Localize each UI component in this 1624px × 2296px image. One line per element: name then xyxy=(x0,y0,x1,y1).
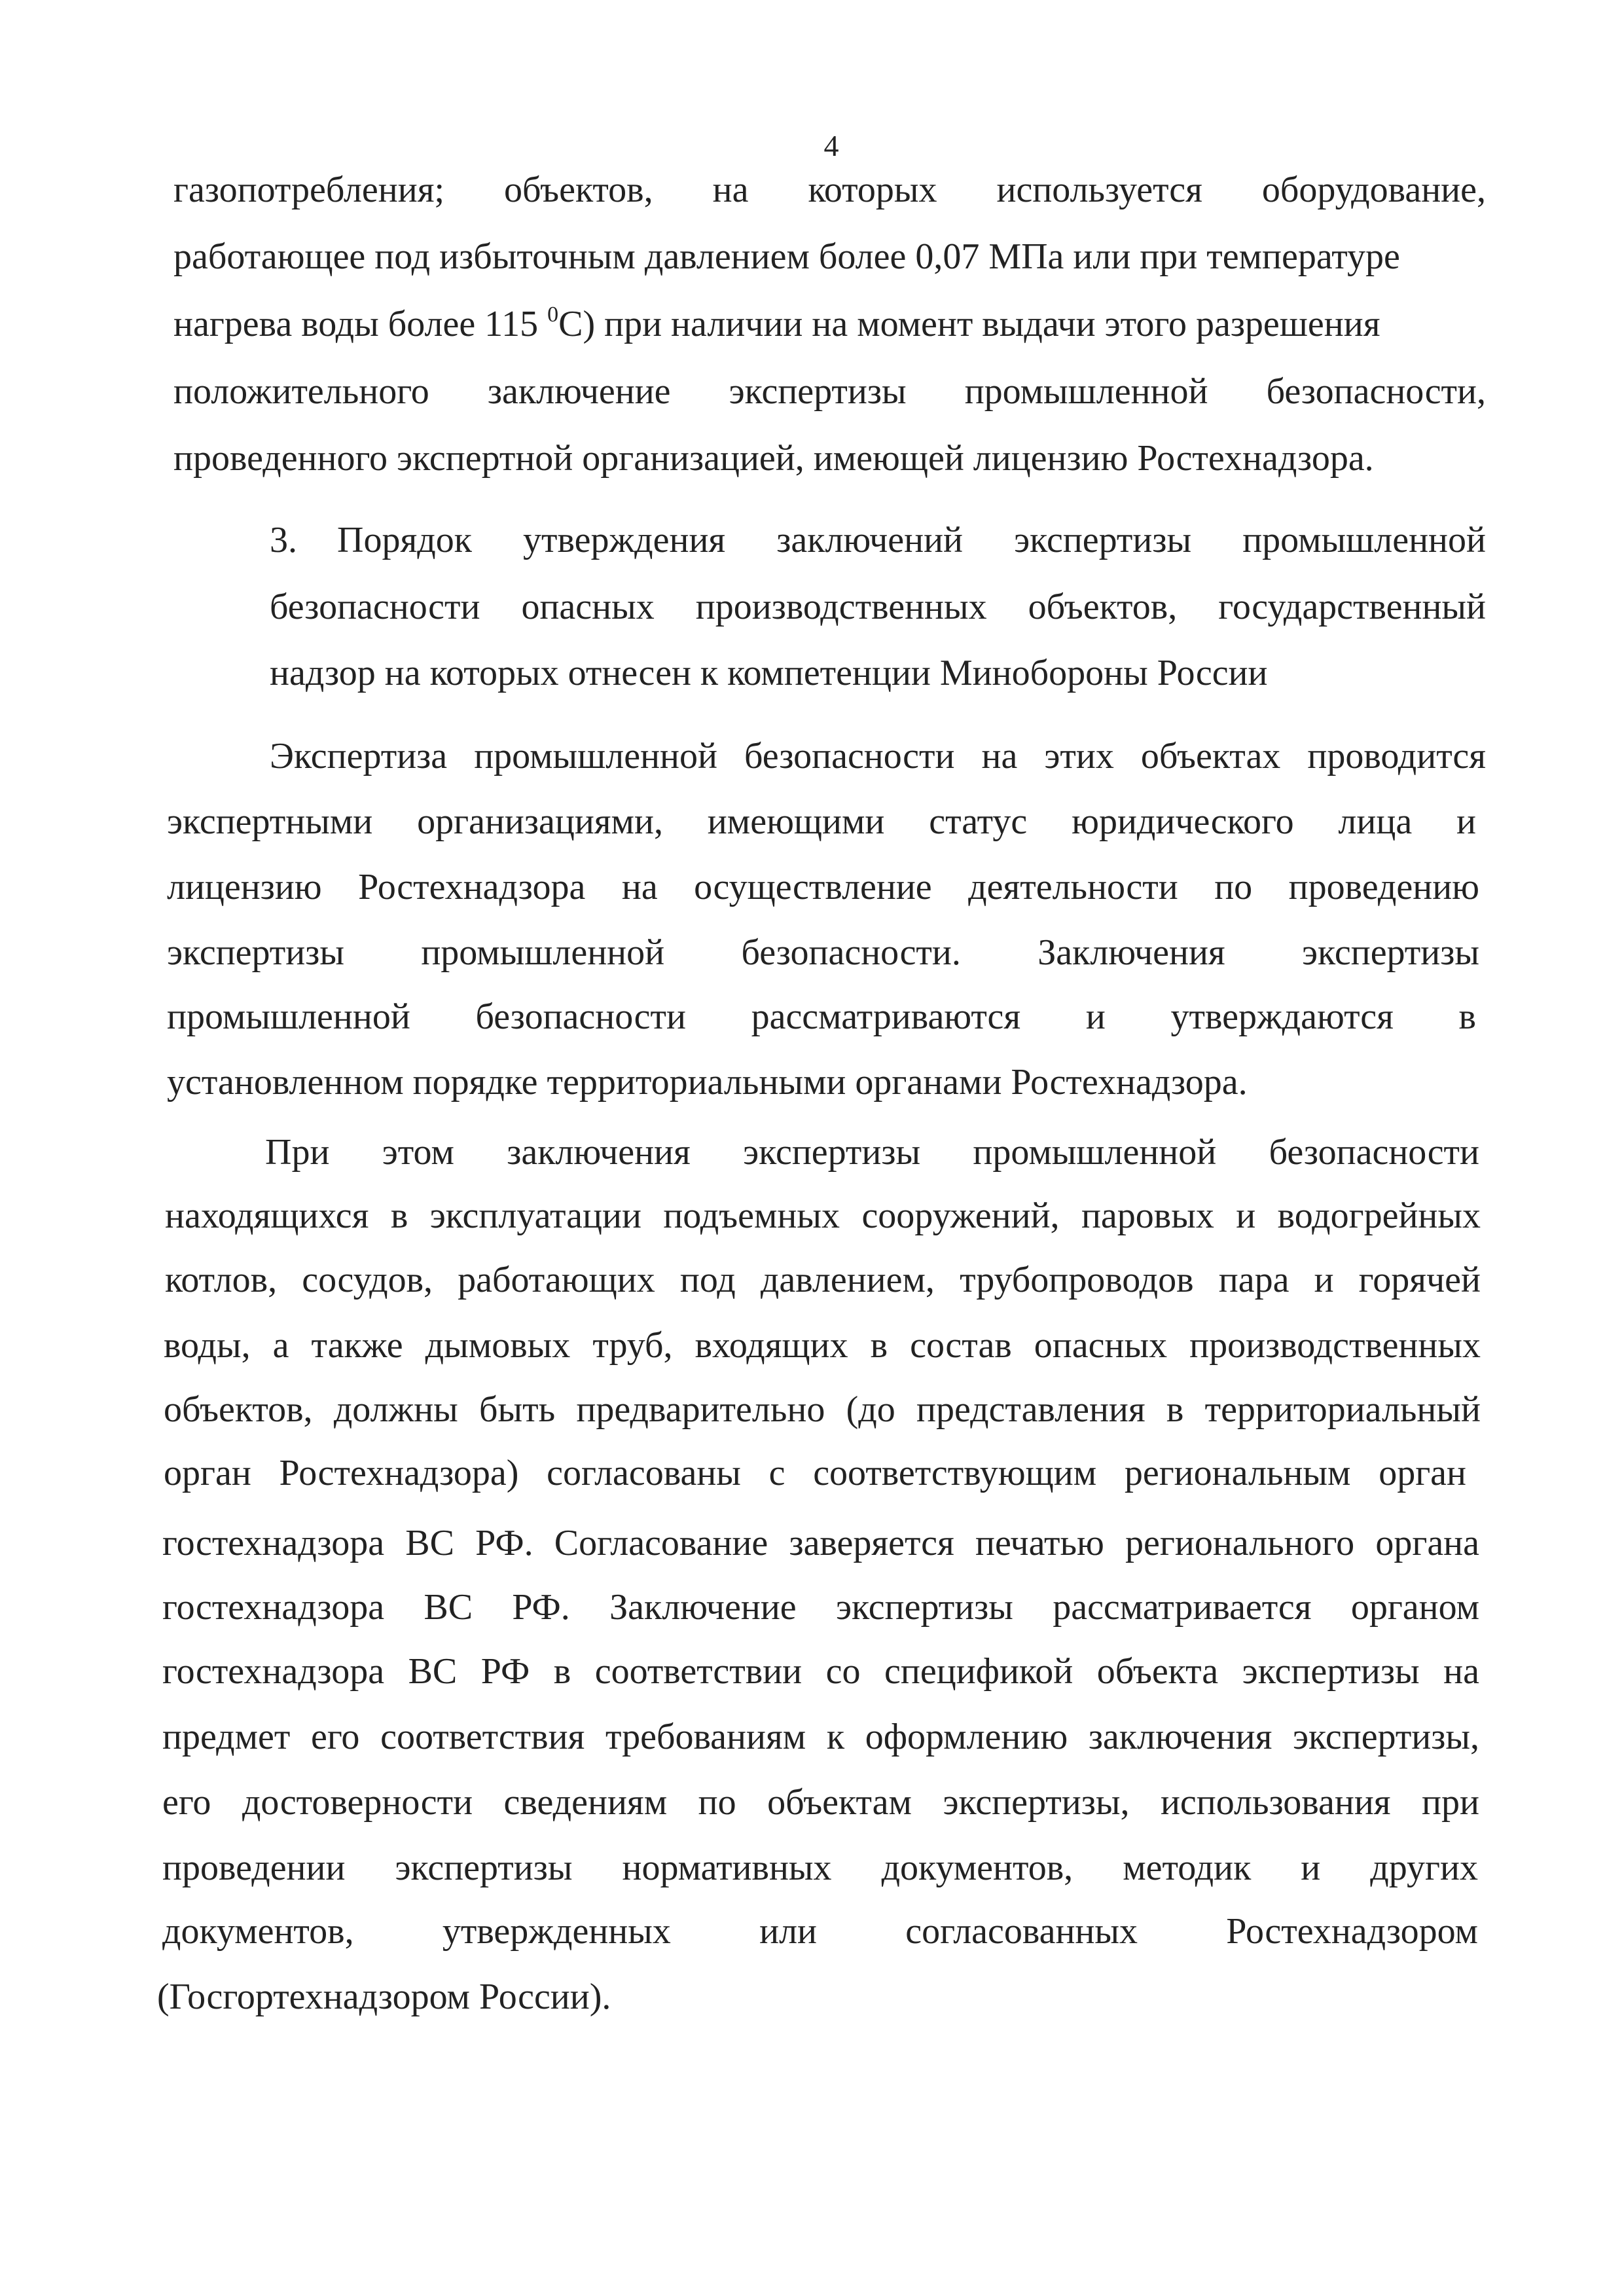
section-title-line: безопасности опасных производственных объектов, государственный xyxy=(270,587,1486,627)
text-line: экспертными организациями, имеющими статус юридического лица и xyxy=(167,801,1476,842)
text-line: проведении экспертизы нормативных документов, методик и других xyxy=(162,1848,1478,1888)
text-line: Экспертиза промышленной безопасности на этих объектах проводится xyxy=(270,736,1486,776)
text-line: работающее под избыточным давлением более 0,07 МПа или при температуре xyxy=(173,236,1400,277)
text-line: гостехнадзора ВС РФ в соответствии со спецификой объекта экспертизы на xyxy=(162,1651,1479,1692)
text-line: положительного заключение экспертизы промышленной безопасности, xyxy=(173,371,1486,412)
text-line: воды, а также дымовых труб, входящих в состав опасных производственных xyxy=(164,1325,1481,1366)
text-line: установленном порядке территориальными органами Ростехнадзора. xyxy=(167,1062,1248,1102)
text-line: документов, утвержденных или согласованных Ростехнадзором xyxy=(162,1911,1478,1952)
text-line: промышленной безопасности рассматриваются и утверждаются в xyxy=(167,996,1476,1037)
section-title-line: надзор на которых отнесен к компетенции Минобороны России xyxy=(270,653,1268,693)
text-line: орган Ростехнадзора) согласованы с соответствующим региональным орган xyxy=(164,1453,1466,1493)
text-fragment: С) при наличии на момент выдачи этого разрешения xyxy=(558,304,1380,344)
text-line: газопотребления; объектов, на которых используется оборудование, xyxy=(173,170,1486,210)
section-number: 3. xyxy=(270,520,297,560)
text-line: экспертизы промышленной безопасности. Заключения экспертизы xyxy=(167,932,1479,973)
text-line: (Госгортехнадзором России). xyxy=(157,1977,611,2017)
text-line: гостехнадзора ВС РФ. Заключение экспертизы рассматривается органом xyxy=(162,1587,1479,1628)
text-line: находящихся в эксплуатации подъемных сооружений, паровых и водогрейных xyxy=(165,1195,1481,1236)
text-line: предмет его соответствия требованиям к оформлению заключения экспертизы, xyxy=(162,1717,1479,1757)
text-line: гостехнадзора ВС РФ. Согласование заверяется печатью регионального органа xyxy=(162,1523,1479,1563)
degree-superscript: 0 xyxy=(547,302,559,327)
text-fragment: нагрева воды более 115 xyxy=(173,304,539,344)
page-number: 4 xyxy=(823,129,839,162)
text-line: проведенного экспертной организацией, имеющей лицензию Ростехнадзора. xyxy=(173,438,1374,479)
text-line: объектов, должны быть предварительно (до представления в территориальный xyxy=(164,1389,1481,1430)
text-line-with-temperature xyxy=(173,301,1486,347)
text-line: котлов, сосудов, работающих под давлением, трубопроводов пара и горячей xyxy=(165,1260,1481,1300)
text-line: лицензию Ростехнадзора на осуществление деятельности по проведению xyxy=(167,867,1479,907)
text-line: При этом заключения экспертизы промышленной безопасности xyxy=(265,1132,1479,1173)
section-title-line: Порядок утверждения заключений экспертизы промышленной xyxy=(337,520,1486,560)
text-line: его достоверности сведениям по объектам экспертизы, использования при xyxy=(162,1782,1479,1823)
